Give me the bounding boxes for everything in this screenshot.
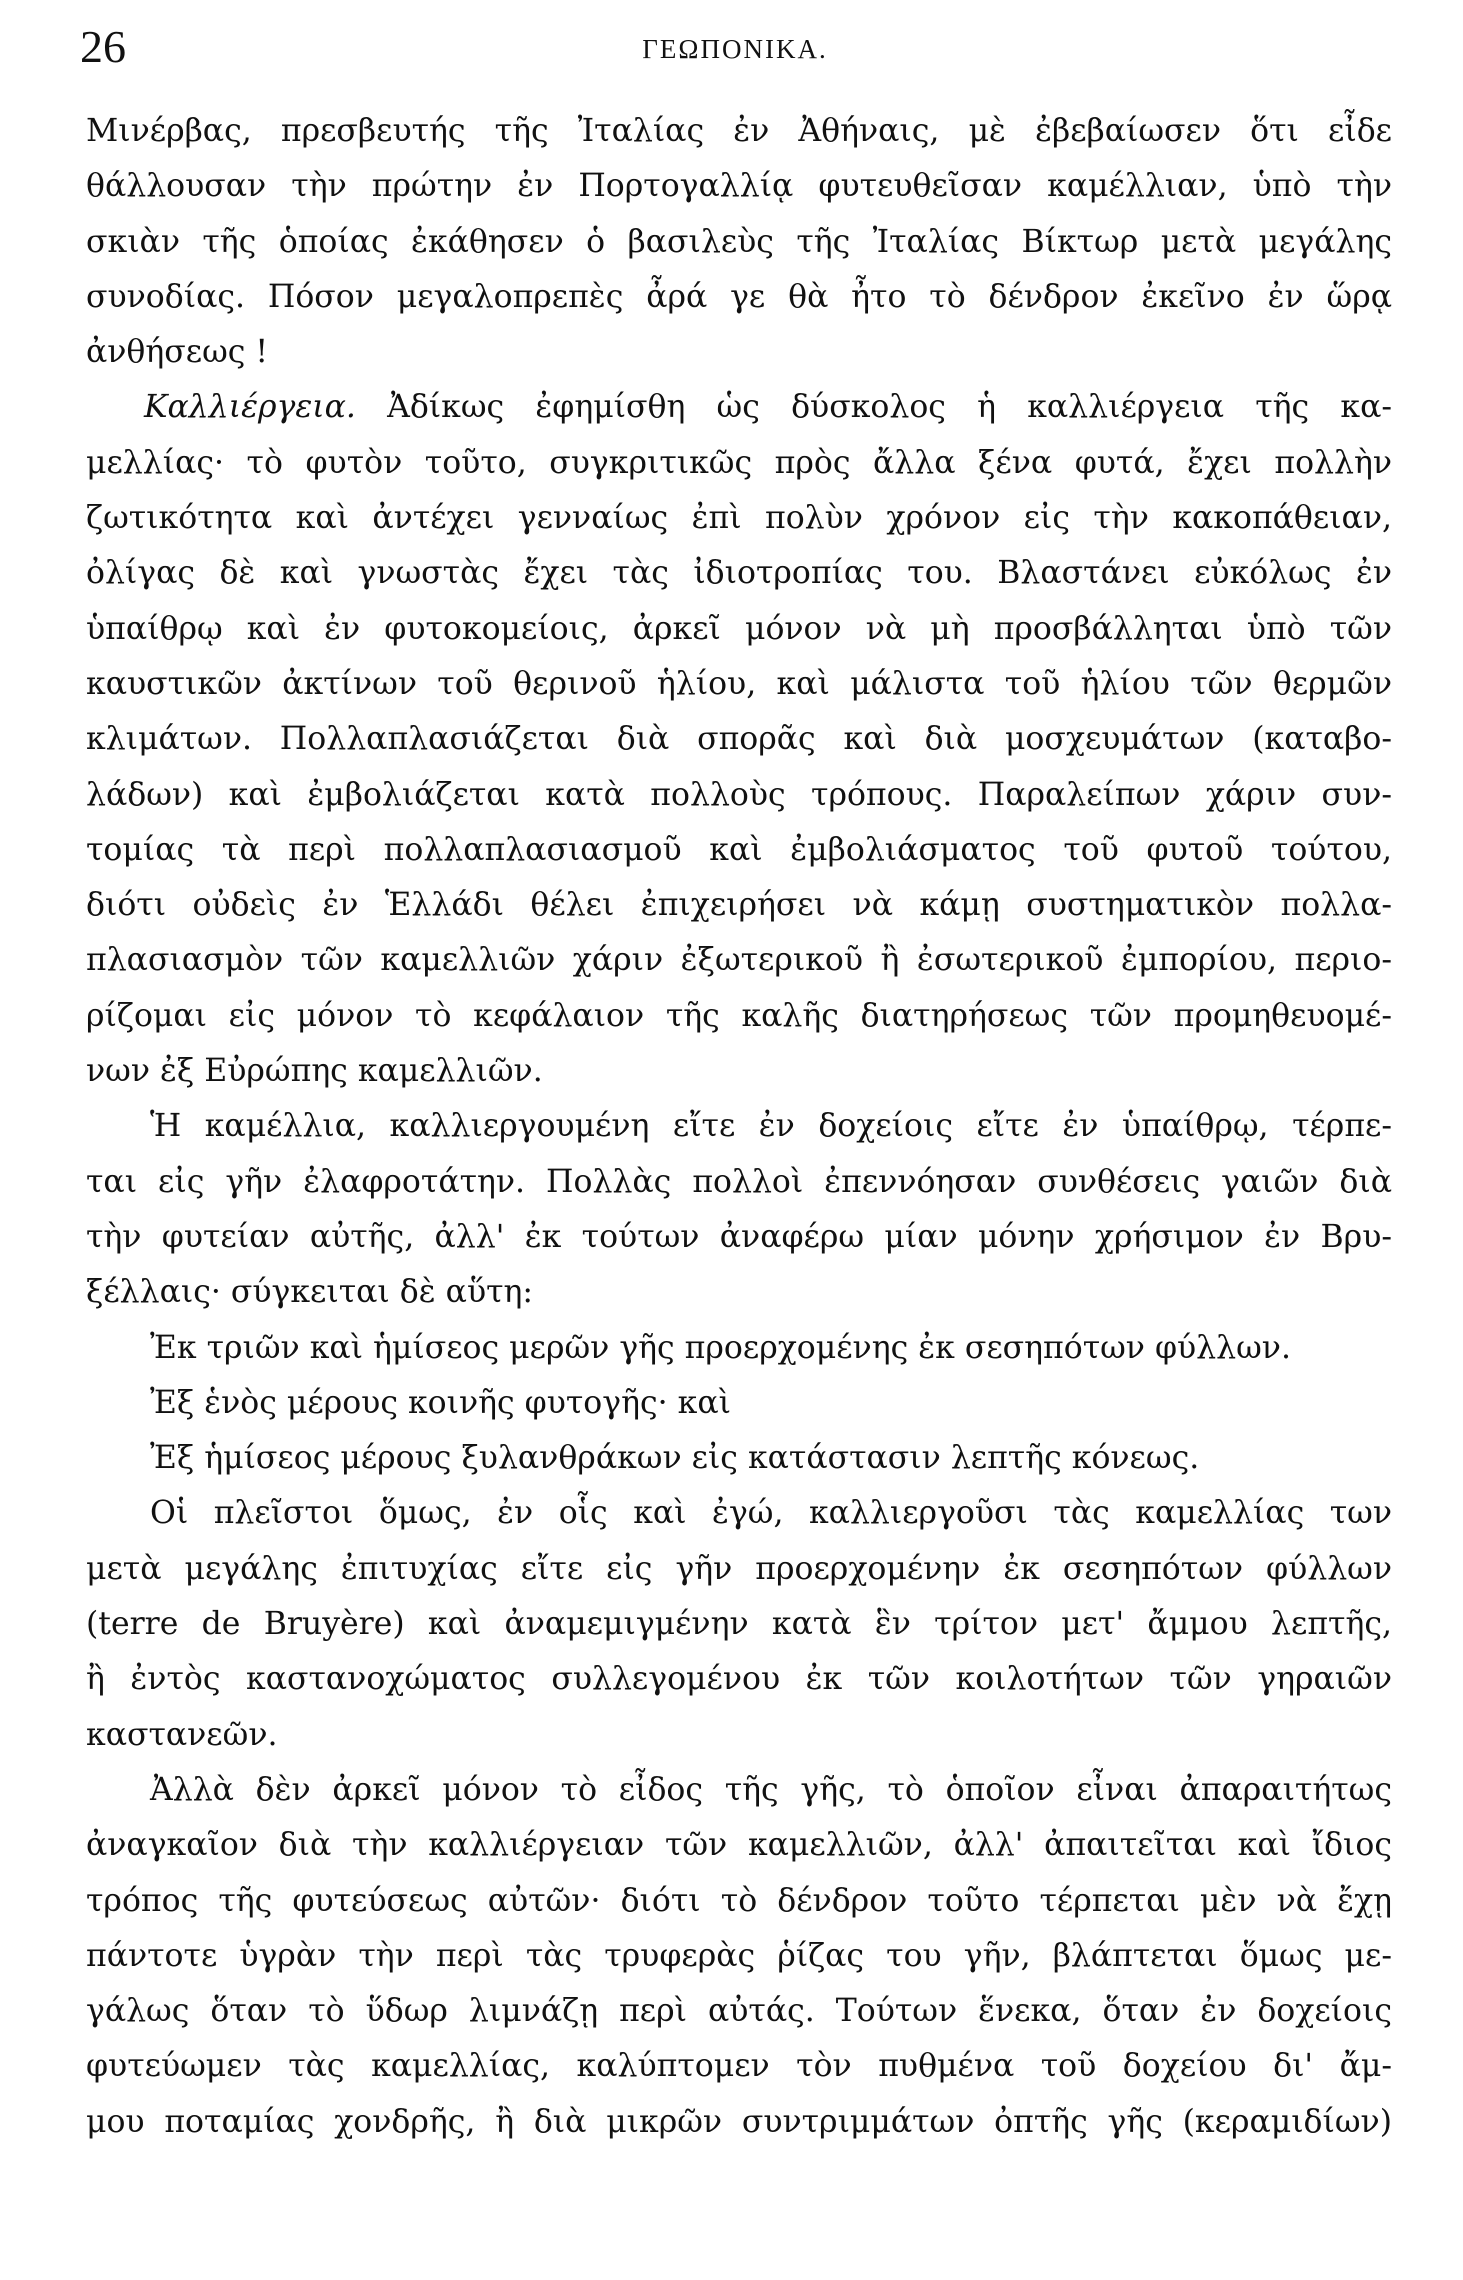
text-line: νων ἐξ Εὐρώπης καμελλιῶν. — [86, 1053, 543, 1090]
text-line: ὀλίγας δὲ καὶ γνωστὰς ἔχει τὰς ἰδιοτροπίας του. Βλαστάνει εὐκόλως ἐν — [86, 555, 1392, 592]
text-line: Καλλιέργεια. Ἀδίκως ἐφημίσθη ὡς δύσκολος ἡ καλλιέργεια τῆς κα- — [144, 389, 1392, 426]
text-line: διότι οὐδεὶς ἐν Ἑλλάδι θέλει ἐπιχειρήσει νὰ κάμῃ συστηματικὸν πολλα- — [86, 887, 1392, 924]
text-line: Ἡ καμέλλια, καλλιεργουμένη εἴτε ἐν δοχείοις εἴτε ἐν ὑπαίθρῳ, τέρπε- — [150, 1108, 1392, 1145]
text-line: γάλως ὅταν τὸ ὕδωρ λιμνάζῃ περὶ αὐτάς. Τούτων ἕνεκα, ὅταν ἐν δοχείοις — [86, 1993, 1392, 2030]
text-line: πάντοτε ὑγρὰν τὴν περὶ τὰς τρυφερὰς ῥίζας του γῆν, βλάπτεται ὅμως με- — [86, 1937, 1392, 1974]
text-line: ἢ ἐντὸς καστανοχώματος συλλεγομένου ἐκ τῶν κοιλοτήτων τῶν γηραιῶν — [86, 1661, 1392, 1698]
text-line: Ἐξ ἡμίσεος μέρους ξυλανθράκων εἰς κατάστασιν λεπτῆς κόνεως. — [150, 1440, 1200, 1477]
text-line: ζωτικότητα καὶ ἀντέχει γενναίως ἐπὶ πολὺν χρόνον εἰς τὴν κακοπάθειαν, — [86, 500, 1392, 537]
text-line: Ἀλλὰ δὲν ἀρκεῖ μόνον τὸ εἶδος τῆς γῆς, τὸ ὁποῖον εἶναι ἀπαραιτήτως — [150, 1771, 1392, 1808]
text-line: (terre de Bruyère) καὶ ἀναμεμιγμένην κατὰ ἓν τρίτον μετ' ἄμμου λεπτῆς, — [86, 1606, 1392, 1643]
text-line: Ἐξ ἑνὸς μέρους κοινῆς φυτογῆς· καὶ — [150, 1384, 731, 1421]
text-line: μετὰ μεγάλης ἐπιτυχίας εἴτε εἰς γῆν προερχομένην ἐκ σεσηπότων φύλλων — [86, 1550, 1392, 1587]
text-line: Ἐκ τριῶν καὶ ἡμίσεος μερῶν γῆς προερχομένης ἐκ σεσηπότων φύλλων. — [150, 1329, 1291, 1366]
text-line: σκιὰν τῆς ὁποίας ἐκάθησεν ὁ βασιλεὺς τῆς Ἰταλίας Βίκτωρ μετὰ μεγάλης — [86, 223, 1392, 260]
text-line: ξέλλαις· σύγκειται δὲ αὕτη: — [86, 1274, 533, 1311]
running-title: ΓΕΩΠΟΝΙΚΑ. — [642, 34, 828, 64]
text-line: τομίας τὰ περὶ πολλαπλασιασμοῦ καὶ ἐμβολιάσματος τοῦ φυτοῦ τούτου, — [86, 831, 1392, 868]
page-header — [70, 20, 1400, 90]
text-line: τὴν φυτείαν αὐτῆς, ἀλλ' ἐκ τούτων ἀναφέρω μίαν μόνην χρήσιμον ἐν Βρυ- — [86, 1218, 1392, 1255]
text-line: λάδων) καὶ ἐμβολιάζεται κατὰ πολλοὺς τρόπους. Παραλείπων χάριν συν- — [86, 776, 1392, 813]
text-line: μου ποταμίας χονδρῆς, ἢ διὰ μικρῶν συντριμμάτων ὀπτῆς γῆς (κεραμιδίων) — [86, 2103, 1392, 2140]
page-number: 26 — [80, 21, 126, 72]
text-line: καστανεῶν. — [86, 1716, 278, 1753]
text-line: θάλλουσαν τὴν πρώτην ἐν Πορτογαλλίᾳ φυτευθεῖσαν καμέλλιαν, ὑπὸ τὴν — [86, 168, 1392, 205]
text-line: πλασιασμὸν τῶν καμελλιῶν χάριν ἐξωτερικοῦ ἢ ἐσωτερικοῦ ἐμπορίου, περιο- — [86, 942, 1392, 979]
text-line: φυτεύωμεν τὰς καμελλίας, καλύπτομεν τὸν πυθμένα τοῦ δοχείου δι' ἄμ- — [86, 2048, 1392, 2085]
text-line: Μινέρβας, πρεσβευτής τῆς Ἰταλίας ἐν Ἀθήναις, μὲ ἐβεβαίωσεν ὅτι εἶδε — [86, 113, 1392, 149]
text-line: κλιμάτων. Πολλαπλασιάζεται διὰ σπορᾶς καὶ διὰ μοσχευμάτων (καταβο- — [86, 721, 1392, 758]
text-line: ἀνθήσεως ! — [86, 334, 269, 371]
text-line: ἀναγκαῖον διὰ τὴν καλλιέργειαν τῶν καμελλιῶν, ἀλλ' ἀπαιτεῖται καὶ ἴδιος — [86, 1827, 1392, 1864]
text-line: Οἱ πλεῖστοι ὅμως, ἐν οἷς καὶ ἐγώ, καλλιεργοῦσι τὰς καμελλίας των — [150, 1495, 1392, 1532]
text-line: ται εἰς γῆν ἐλαφροτάτην. Πολλὰς πολλοὶ ἐπεννόησαν συνθέσεις γαιῶν διὰ — [86, 1163, 1392, 1200]
text-line: ρίζομαι εἰς μόνον τὸ κεφάλαιον τῆς καλῆς διατηρήσεως τῶν προμηθευομέ- — [86, 997, 1392, 1034]
text-line: καυστικῶν ἀκτίνων τοῦ θερινοῦ ἡλίου, καὶ μάλιστα τοῦ ἡλίου τῶν θερμῶν — [86, 665, 1392, 702]
text-line: μελλίας· τὸ φυτὸν τοῦτο, συγκριτικῶς πρὸς ἄλλα ξένα φυτά, ἔχει πολλὴν — [86, 444, 1392, 481]
body-text — [86, 104, 1392, 2150]
text-line: συνοδίας. Πόσον μεγαλοπρεπὲς ἆρά γε θὰ ἦτο τὸ δένδρον ἐκεῖνο ἐν ὥρᾳ — [86, 278, 1392, 315]
text-line: τρόπος τῆς φυτεύσεως αὐτῶν· διότι τὸ δένδρον τοῦτο τέρπεται μὲν νὰ ἔχῃ — [86, 1882, 1392, 1919]
text-line: ὑπαίθρῳ καὶ ἐν φυτοκομείοις, ἀρκεῖ μόνον νὰ μὴ προσβάλληται ὑπὸ τῶν — [86, 610, 1392, 647]
section-title: Καλλιέργεια. — [144, 389, 356, 426]
